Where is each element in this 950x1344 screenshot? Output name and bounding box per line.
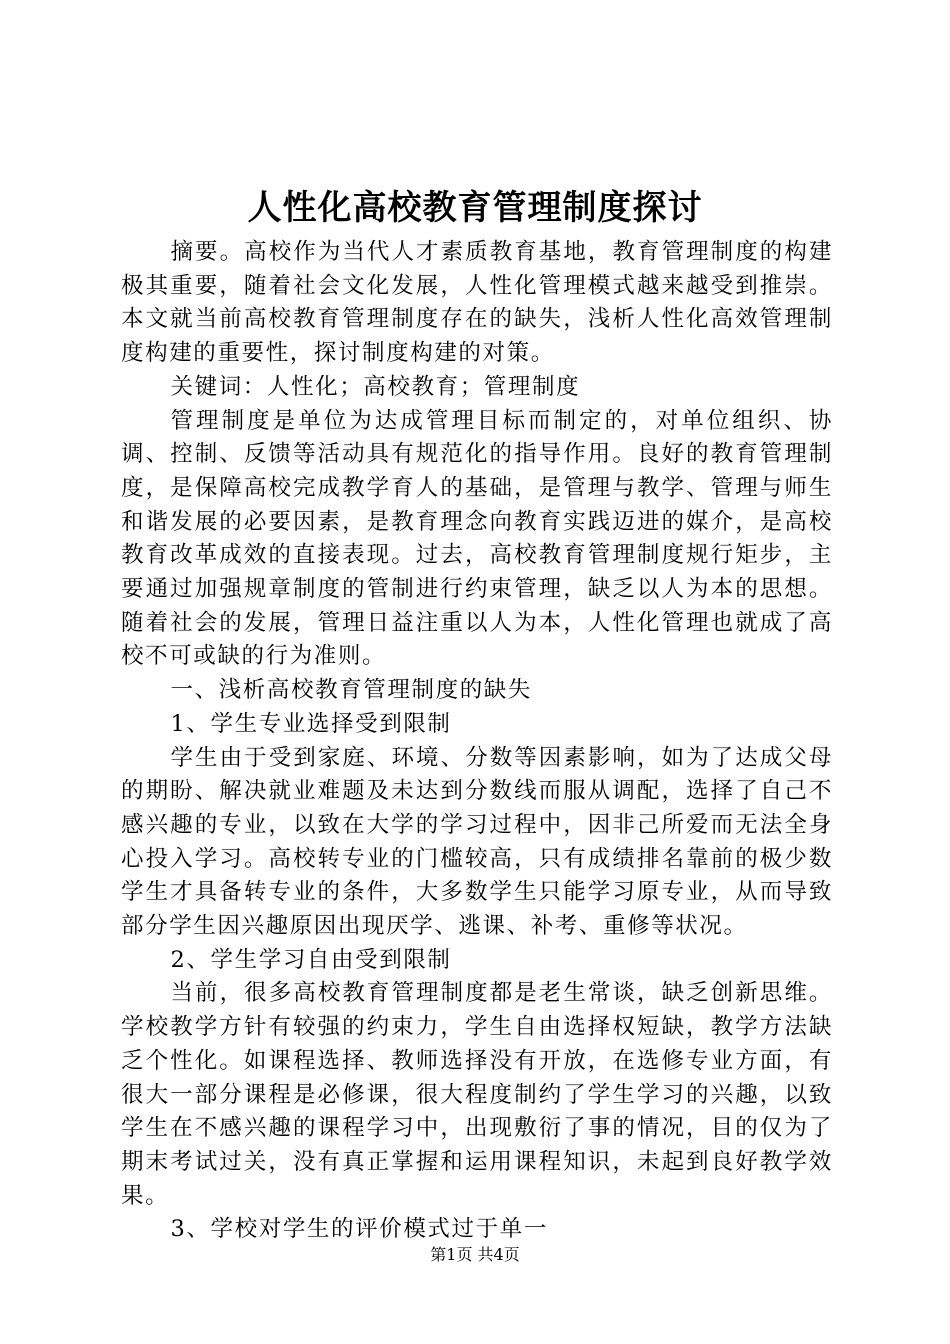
subsection-heading: 1、学生专业选择受到限制: [170, 710, 452, 737]
subsection-heading: 2、学生学习自由受到限制: [170, 946, 452, 973]
document-title: 人性化高校教育管理制度探讨: [247, 188, 703, 228]
body-paragraph: 当前，很多高校教育管理制度都是老生常谈，缺乏创新思维。学校教学方针有较强的约束力，学生自由选择权短缺，教学方法缺乏个性化。如课程选择、教师选择没有开放，在选修专业方面，有很大一部分课程是必修课，很大程度制约了学生学习的兴趣，以致学生在不感兴趣的课程学习中，出现敷衍了事的情况，目的仅为了期末考试过关，没有真正掌握和运用课程知识，未起到良好教学效果。: [121, 980, 833, 1209]
body-paragraph: 学生由于受到家庭、环境、分数等因素影响，如为了达成父母的期盼、解决就业难题及未达到分数线而服从调配，选择了自己不感兴趣的专业，以致在大学的学习过程中，因非己所爱而无法全身心投入学习。高校转专业的门槛较高，只有成绩排名靠前的极少数学生才具备转专业的条件，大多数学生只能学习原专业，从而导致部分学生因兴趣原因出现厌学、逃课、补考、重修等状况。: [121, 744, 833, 940]
abstract-paragraph: 摘要。高校作为当代人才素质教育基地，教育管理制度的构建极其重要，随着社会文化发展，人性化管理模式越来越受到推崇。本文就当前高校教育管理制度存在的缺失，浅析人性化高效管理制度构建的重要性，探讨制度构建的对策。: [121, 239, 833, 367]
subsection-heading: 3、学校对学生的评价模式过于单一: [170, 1216, 548, 1243]
keywords-line: 关键词：人性化；高校教育；管理制度: [170, 373, 581, 400]
document-body: [121, 236, 833, 1247]
body-paragraph: 管理制度是单位为达成管理目标而制定的，对单位组织、协调、控制、反馈等活动具有规范化的指导作用。良好的教育管理制度，是保障高校完成教学育人的基础，是管理与教学、管理与师生和谐发展的必要因素，是教育理念向教育实践迈进的媒介，是高校教育改革成效的直接表现。过去，高校教育管理制度规行矩步，主要通过加强规章制度的管制进行约束管理，缺乏以人为本的思想。随着社会的发展，管理日益注重以人为本，人性化管理也就成了高校不可或缺的行为准则。: [121, 407, 833, 670]
section-heading: 一、浅析高校教育管理制度的缺失: [170, 677, 533, 704]
page-number-footer: 第1页 共4页: [430, 1245, 520, 1264]
